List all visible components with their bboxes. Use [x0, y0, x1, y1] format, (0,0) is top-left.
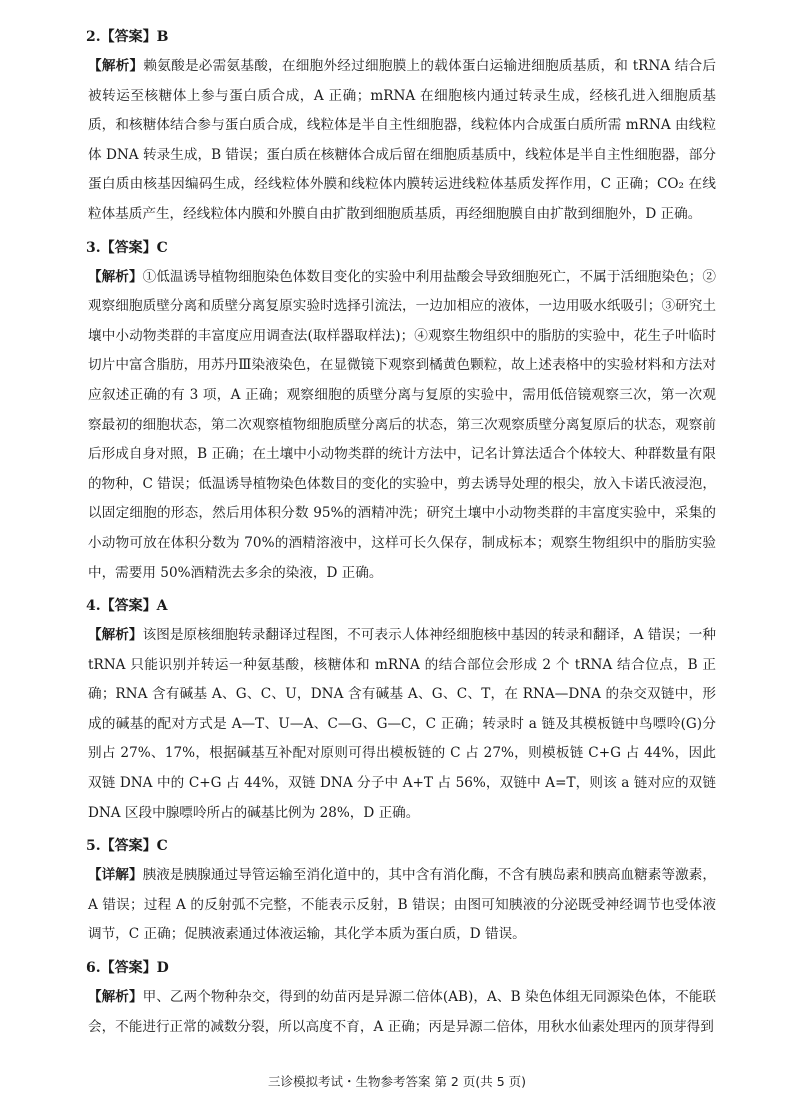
question-3 — [88, 233, 716, 589]
analysis-label: 【解析】 — [88, 268, 143, 285]
analysis-label: 【解析】 — [88, 627, 143, 644]
question-6 — [88, 953, 716, 1042]
question-number: 2. — [86, 29, 101, 45]
question-6-analysis — [88, 983, 716, 1042]
question-number: 6. — [86, 960, 101, 977]
answer-label: 【答案】 — [100, 598, 157, 615]
question-3-analysis — [88, 263, 716, 589]
answer-value: C — [156, 239, 168, 256]
answer-label: 【答案】 — [100, 239, 157, 256]
question-6-header — [86, 953, 716, 983]
question-number: 5. — [86, 838, 101, 855]
answer-document — [88, 22, 716, 1045]
analysis-text: 该图是原核细胞转录翻译过程图，不可表示人体神经细胞核中基因的转录和翻译，A 错误；一种 tRNA 只能识别并转运一种氨基酸，核糖体和 mRNA 的结合部位会形成 2 个 tRNA 结合位点，B 正确；RNA 含有碱基 A、G、C、U，DNA 含有碱基 A、G、C、T，在 RNA—DNA 的杂交双链中，形成的碱基的配对方式是 A—T、U—A、C—G、G—C，C 正确；转录时 a 链及其模板链中鸟嘌呤(G)分别占 27%、17%，根据碱基互补配对原则可得出模板链的 C 占 27%，则模板链 C+G 占 44%，因此双链 DNA 中的 C+G 占 44%，双链 DNA 分子中 A+T 占 56%，双链中 A=T，则该 a 链对应的双链 DNA 区段中腺嘌呤所占的碱基比例为 28%，D 正确。 — [88, 627, 717, 821]
question-4-header — [86, 591, 716, 621]
answer-value: C — [156, 838, 168, 855]
analysis-label: 【详解】 — [88, 867, 143, 884]
question-5 — [88, 831, 716, 950]
question-number: 3. — [86, 239, 101, 256]
answer-label: 【答案】 — [100, 838, 157, 855]
question-4 — [88, 591, 716, 828]
question-2 — [88, 22, 716, 230]
question-number: 4. — [86, 598, 101, 615]
question-3-header — [86, 233, 716, 263]
answer-value: B — [156, 29, 169, 45]
analysis-label: 【解析】 — [88, 989, 143, 1006]
answer-value: A — [156, 598, 168, 615]
question-2-header — [86, 22, 716, 52]
analysis-text: 赖氨酸是必需氨基酸，在细胞外经过细胞膜上的载体蛋白运输进细胞质基质，和 tRNA 结合后被转运至核糖体上参与蛋白质合成，A 正确；mRNA 在细胞核内通过转录生成，经核孔进入细胞质基质，和核糖体结合参与蛋白质合成，线粒体是半自主性细胞器，线粒体内合成蛋白质所需 mRNA 由线粒体 DNA 转录生成，B 错误；蛋白质在核糖体合成后留在细胞质基质中，线粒体是半自主性细胞器，部分蛋白质由核基因编码生成，经线粒体外膜和线粒体内膜转运进线粒体基质发挥作用，C 正确；CO₂ 在线粒体基质产生，经线粒体内膜和外膜自由扩散到细胞质基质，再经细胞膜自由扩散到细胞外，D 正确。 — [88, 58, 716, 222]
question-5-header — [86, 831, 716, 861]
question-2-analysis — [88, 52, 716, 230]
analysis-text: 胰液是胰腺通过导管运输至消化道中的，其中含有消化酶，不含有胰岛素和胰高血糖素等激素，A 错误；过程 A 的反射弧不完整，不能表示反射，B 错误；由图可知胰液的分泌既受神经调节也受体液调节，C 正确；促胰液素通过体液运输，其化学本质为蛋白质，D 错误。 — [88, 867, 717, 943]
question-5-analysis — [88, 861, 716, 950]
question-4-analysis — [88, 621, 716, 828]
page-footer: 三诊模拟考试・生物参考答案 第 2 页(共 5 页) — [267, 1074, 527, 1089]
answer-label: 【答案】 — [100, 960, 157, 977]
analysis-text: ①低温诱导植物细胞染色体数目变化的实验中利用盐酸会导致细胞死亡，不属于活细胞染色；②观察细胞质壁分离和质壁分离复原实验时选择引流法，一边加相应的液体，一边用吸水纸吸引；③研究土壤中小动物类群的丰富度应用调查法(取样器取样法)；④观察生物组织中的脂肪的实验中，花生子叶临时切片中富含脂肪，用苏丹Ⅲ染液染色，在显微镜下观察到橘黄色颗粒，故上述表格中的实验材料和方法对应叙述正确的有 3 项，A 正确；观察细胞的质壁分离与复原的实验中，需用低倍镜观察三次，第一次观察最初的细胞状态，第二次观察植物细胞质壁分离后的状态，第三次观察质壁分离复原后的状态，观察前后形成自身对照，B 正确；在土壤中小动物类群的统计方法中，记名计算法适合个体较大、种群数量有限的物种，C 错误；低温诱导植物染色体数目的变化的实验中，剪去诱导处理的根尖，放入卡诺氏液浸泡，以固定细胞的形态，然后用体积分数 95%的酒精冲洗；研究土壤中小动物类群的丰富度实验中，采集的小动物可放在体积分数为 70%的酒精溶液中，这样可长久保存，制成标本；观察生物组织中的脂肪实验中，需要用 50%酒精洗去多余的染液，D 正确。 — [88, 268, 717, 581]
answer-label: 【答案】 — [100, 29, 157, 45]
analysis-label: 【解析】 — [88, 58, 144, 74]
analysis-text: 甲、乙两个物种杂交，得到的幼苗丙是异源二倍体(AB)，A、B 染色体组无同源染色体，不能联会，不能进行正常的减数分裂，所以高度不育，A 正确；丙是异源二倍体，用秋水仙素处理丙的顶芽得到 — [88, 989, 716, 1035]
answer-value: D — [156, 960, 169, 977]
